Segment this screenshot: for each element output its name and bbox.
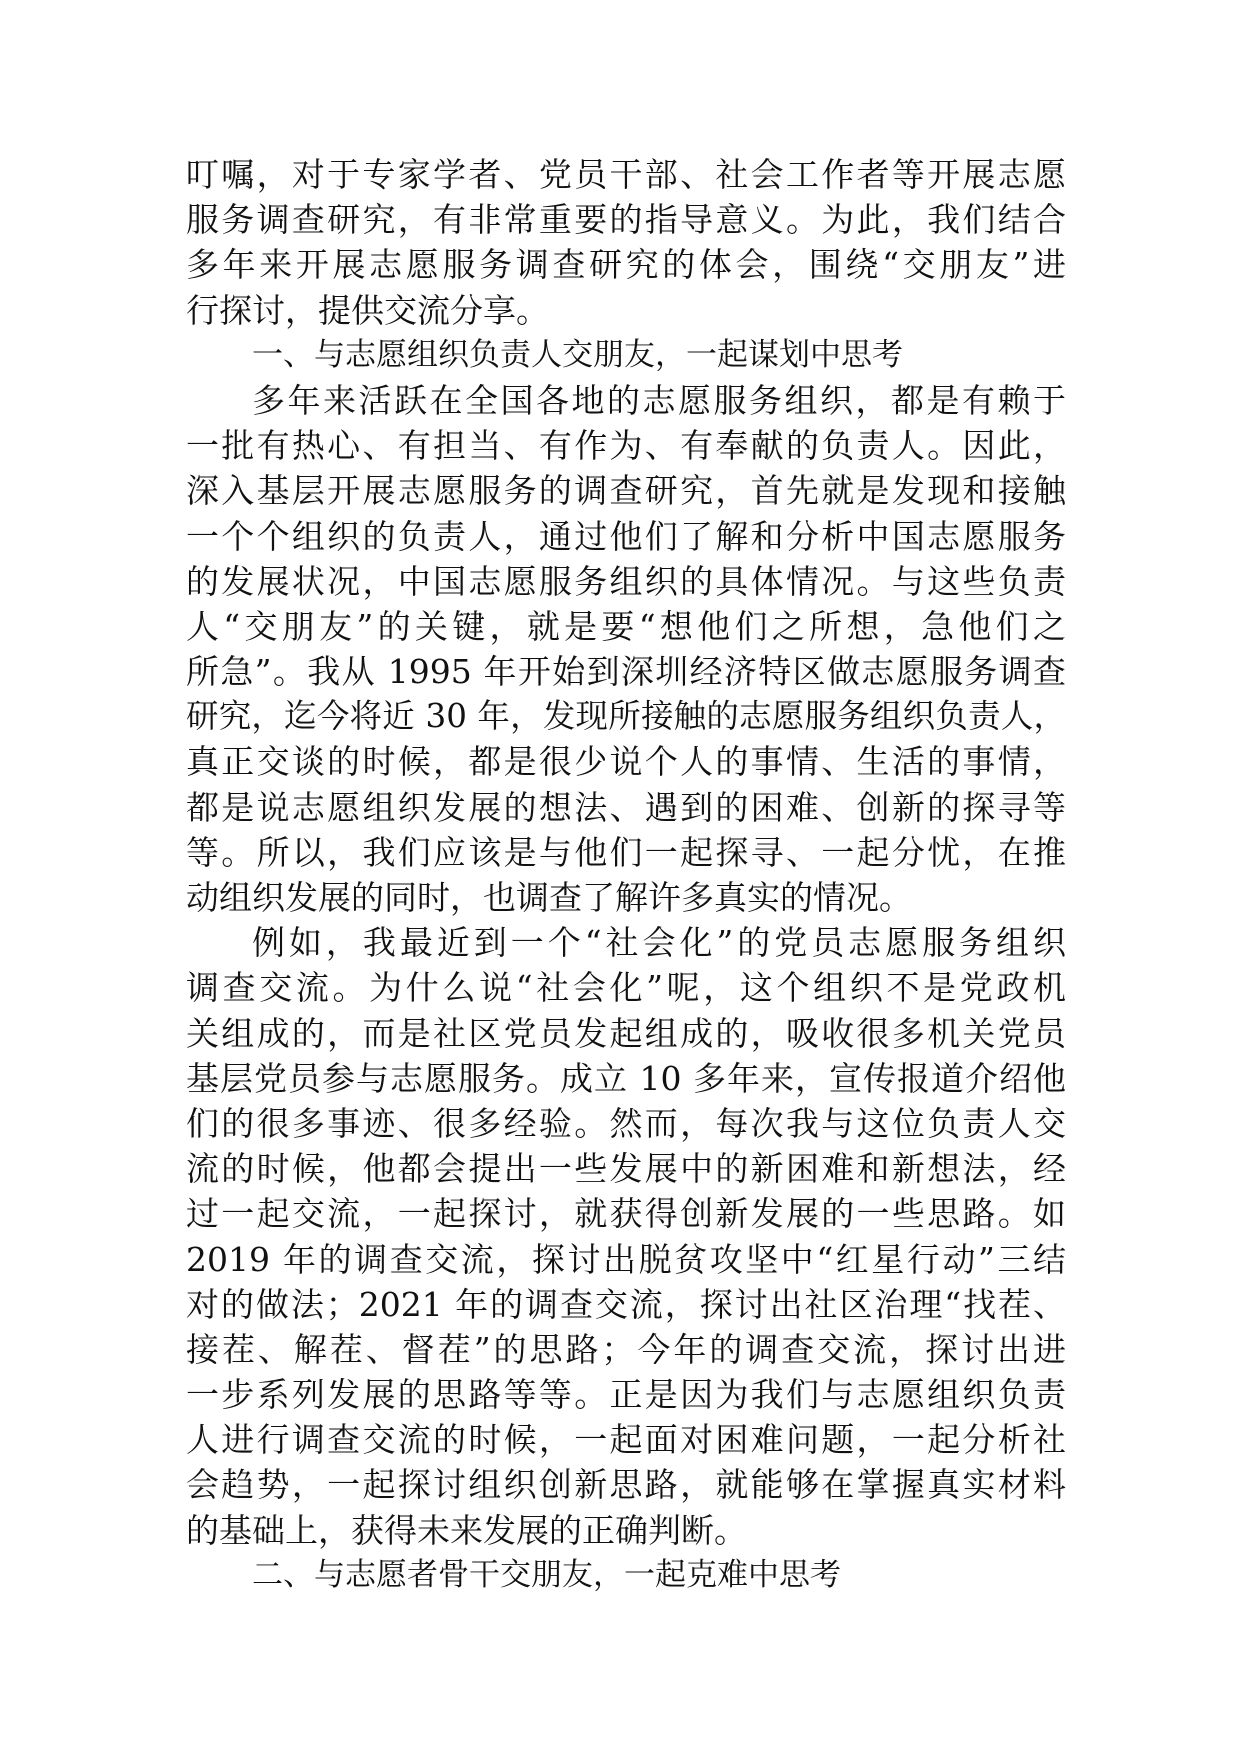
text-line: 动组织发展的同时，也调查了解许多真实的情况。 — [186, 878, 912, 917]
text-line: 等。所以，我们应该是与他们一起探寻、一起分忧，在推 — [186, 832, 1066, 872]
text-line: 接茬、解茬、督茬”的思路；今年的调查交流，探讨出进 — [186, 1329, 1066, 1369]
text-line: 真正交谈的时候，都是很少说个人的事情、生活的事情， — [186, 742, 1066, 782]
section-heading: 一、与志愿组织负责人交朋友，一起谋划中思考 — [252, 336, 903, 373]
text-line: 会趋势，一起探讨组织创新思路，就能够在掌握真实材料 — [186, 1465, 1066, 1505]
text-line: 一步系列发展的思路等等。正是因为我们与志愿组织负责 — [186, 1375, 1066, 1415]
text-line: 们的很多事迹、很多经验。然而，每次我与这位负责人交 — [186, 1103, 1066, 1143]
text-line: 一批有热心、有担当、有作为、有奉献的负责人。因此， — [186, 426, 1066, 466]
section-heading: 二、与志愿者骨干交朋友，一起克难中思考 — [252, 1556, 841, 1593]
document-body — [186, 152, 1066, 1598]
text-line: 人进行调查交流的时候，一起面对困难问题，一起分析社 — [186, 1420, 1066, 1460]
text-line: 关组成的，而是社区党员发起组成的，吸收很多机关党员 — [186, 1013, 1066, 1053]
text-line: 调查交流。为什么说“社会化”呢，这个组织不是党政机 — [186, 968, 1066, 1008]
text-line: 对的做法；2021 年的调查交流，探讨出社区治理“找茬、 — [186, 1284, 1066, 1324]
text-line: 所急”。我从 1995 年开始到深圳经济特区做志愿服务调查 — [186, 652, 1066, 692]
text-line: 多年来活跃在全国各地的志愿服务组织，都是有赖于 — [252, 380, 1066, 420]
text-line: 深入基层开展志愿服务的调查研究，首先就是发现和接触 — [186, 471, 1066, 511]
text-line: 叮嘱，对于专家学者、党员干部、社会工作者等开展志愿 — [186, 155, 1066, 194]
text-line: 例如，我最近到一个“社会化”的党员志愿服务组织 — [252, 923, 1066, 963]
text-line: 过一起交流，一起探讨，就获得创新发展的一些思路。如 — [186, 1194, 1066, 1234]
text-line: 流的时候，他都会提出一些发展中的新困难和新想法，经 — [186, 1149, 1066, 1189]
text-line: 都是说志愿组织发展的想法、遇到的困难、创新的探寻等 — [186, 787, 1066, 827]
text-line: 研究，迄今将近 30 年，发现所接触的志愿服务组织负责人， — [186, 697, 1066, 736]
text-line: 服务调查研究，有非常重要的指导意义。为此，我们结合 — [186, 200, 1066, 240]
text-line: 的发展状况，中国志愿服务组织的具体情况。与这些负责 — [186, 561, 1066, 601]
text-line: 行探讨，提供交流分享。 — [186, 290, 549, 330]
text-line: 的基础上，获得未来发展的正确判断。 — [186, 1510, 747, 1550]
text-line: 多年来开展志愿服务调查研究的体会，围绕“交朋友”进 — [186, 245, 1066, 285]
text-line: 基层党员参与志愿服务。成立 10 多年来，宣传报道介绍他 — [186, 1058, 1066, 1098]
text-line: 人“交朋友”的关键，就是要“想他们之所想，急他们之 — [186, 606, 1066, 646]
text-line: 一个个组织的负责人，通过他们了解和分析中国志愿服务 — [186, 516, 1066, 556]
text-line: 2019 年的调查交流，探讨出脱贫攻坚中“红星行动”三结 — [186, 1239, 1066, 1279]
